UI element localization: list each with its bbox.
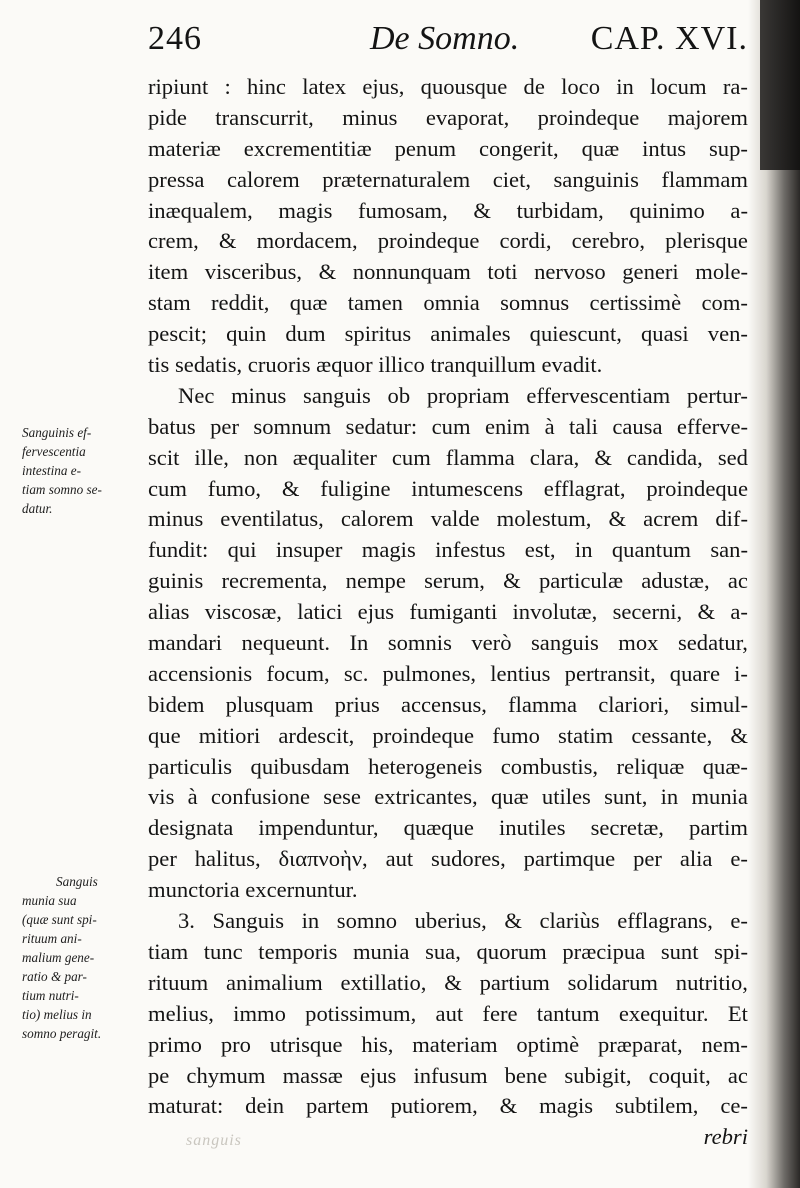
margin-note-line: malium gene- xyxy=(22,950,95,965)
margin-note-line: ratio & par- xyxy=(22,969,87,984)
text-line: tis sedatis, cruoris æquor illico tranquillum evadit. xyxy=(148,352,603,378)
margin-note-line: intestina e- xyxy=(22,463,81,478)
text-line: designata impenduntur, quæque inutiles secretæ, partim xyxy=(148,815,748,841)
running-title: De Somno. xyxy=(370,20,520,57)
text-line: fundit: qui insuper magis infestus est, in quantum san- xyxy=(148,537,748,563)
page-gutter-shadow xyxy=(748,0,800,1188)
text-line: pescit; quin dum spiritus animales quiescunt, quasi ven- xyxy=(148,321,748,347)
text-line: crem, & mordacem, proindeque cordi, cerebro, plerisque xyxy=(148,228,748,254)
text-line: guinis recrementa, nempe serum, & particulæ adustæ, ac xyxy=(148,568,748,594)
margin-note-line: Sanguinis ef- xyxy=(22,425,92,440)
text-line: materiæ excrementitiæ penum congerit, quæ intus sup- xyxy=(148,135,748,161)
margin-note-line: Sanguis xyxy=(56,874,98,889)
text-line: tiam tunc temporis munia sua, quorum præcipua sunt spi- xyxy=(148,938,748,964)
margin-note-line: fervescentia xyxy=(22,444,86,459)
margin-note-sanguis-munia xyxy=(22,872,144,1043)
text-line: pide transcurrit, minus evaporat, proindeque majorem xyxy=(148,104,748,130)
page-gutter-dark-edge xyxy=(760,0,800,170)
text-line: particulis quibusdam heterogeneis combustis, reliquæ quæ- xyxy=(148,753,748,779)
margin-note-line: tium nutri- xyxy=(22,988,79,1003)
text-line: maturat: dein partem putiorem, & magis subtilem, ce- xyxy=(148,1093,748,1119)
margin-note-line: somno peragit. xyxy=(22,1026,102,1041)
text-line: stam reddit, quæ tamen omnia somnus certissimè com- xyxy=(148,290,748,316)
page-number: 246 xyxy=(148,20,202,57)
text-line: alias viscosæ, latici ejus fumiganti involutæ, secerni, & a- xyxy=(148,599,748,625)
margin-note-line: rituum ani- xyxy=(22,931,82,946)
text-line: ripiunt : hinc latex ejus, quousque de loco in locum ra- xyxy=(148,74,748,99)
text-line: scit ille, non æqualiter cum flamma clara, & candida, sed xyxy=(148,444,748,470)
text-line: inæqualem, magis fumosam, & turbidam, quinimo a- xyxy=(148,197,748,223)
text-line: mandari nequeunt. In somnis verò sanguis mox sedatur, xyxy=(148,630,748,656)
text-line: batus per somnum sedatur: cum enim à tali causa efferve- xyxy=(148,413,748,439)
body-text xyxy=(148,72,748,1153)
text-line: rebri xyxy=(703,1124,748,1150)
text-line: 3. Sanguis in somno uberius, & clariùs efflagrans, e- xyxy=(178,908,748,934)
running-head xyxy=(148,18,748,68)
text-line: pe chymum massæ ejus infusum bene subigit, coquit, ac xyxy=(148,1062,748,1088)
text-line: item visceribus, & nonnunquam toti nervoso generi mole- xyxy=(148,259,748,285)
text-line: primo pro utrisque his, materiam optimè præparat, nem- xyxy=(148,1031,748,1057)
text-line: melius, immo potissimum, aut fere tantum exequitur. Et xyxy=(148,1000,748,1026)
text-line: Nec minus sanguis ob propriam effervescentiam pertur- xyxy=(178,382,748,408)
margin-note-effervescence xyxy=(22,423,144,518)
text-line: que mitiori ardescit, proindeque fumo statim cessante, & xyxy=(148,722,748,748)
chapter-label: CAP. XVI. xyxy=(590,20,748,57)
margin-note-line: munia sua xyxy=(22,893,77,908)
margin-note-line: (quæ sunt spi- xyxy=(22,912,97,927)
text-line: rituum animalium extillatio, & partium solidarum nutritio, xyxy=(148,969,748,995)
text-line: pressa calorem præternaturalem ciet, sanguinis flammam xyxy=(148,166,748,192)
text-line: accensionis focum, sc. pulmones, lentius pertransit, quare i- xyxy=(148,660,748,686)
margin-note-line: tiam somno se- xyxy=(22,482,102,497)
text-line: munctoria excernuntur. xyxy=(148,877,358,903)
text-line: vis à confusione sese extricantes, quæ utiles sunt, in munia xyxy=(148,784,748,810)
bleed-through-ghost: sanguis xyxy=(186,1132,242,1149)
margin-note-line: datur. xyxy=(22,501,53,516)
margin-note-line: tio) melius in xyxy=(22,1007,92,1022)
text-line: minus eventilatus, calorem valde molestum, & acrem dif- xyxy=(148,506,748,532)
text-line: cum fumo, & fuligine intumescens efflagrat, proindeque xyxy=(148,475,748,501)
text-line: per halitus, διαπνοὴν, aut sudores, partimque per alia e- xyxy=(148,846,748,872)
text-line: bidem plusquam prius accensus, flamma clariori, simul- xyxy=(148,691,748,717)
